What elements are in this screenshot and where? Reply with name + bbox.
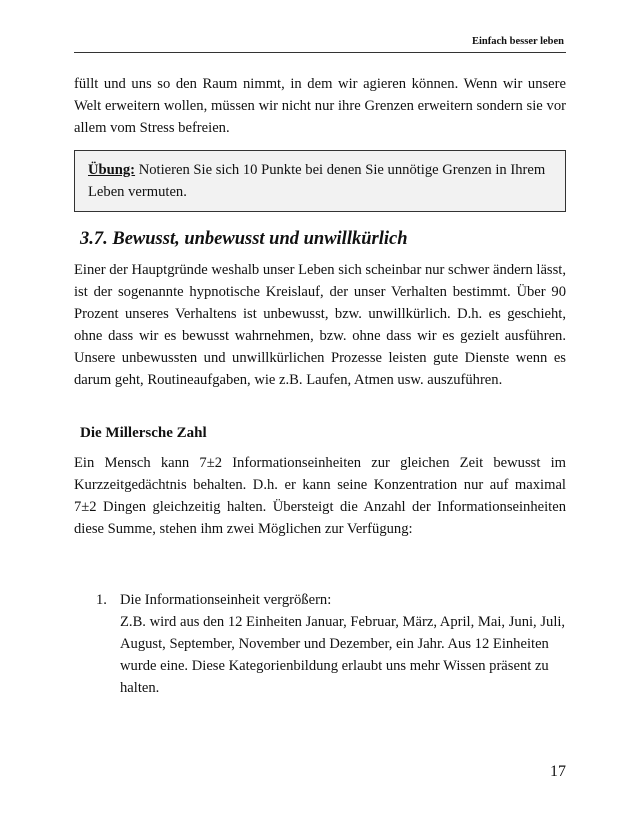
exercise-body: Notieren Sie sich 10 Punkte bei denen Sie unnötige Grenzen in Ihrem Leben vermuten. (88, 162, 546, 200)
exercise-text (88, 159, 558, 203)
section-heading: 3.7. Bewusst, unbewusst und unwillkürlich (80, 229, 408, 249)
running-header (74, 36, 566, 53)
exercise-label: Übung: (88, 162, 136, 178)
list-item-text: Die Informationseinheit vergrößern: Z.B. wird aus den 12 Einheiten Januar, Februar, März, April, Mai, Juni, Juli, August, September, November und Dezember, ein Jahr. Aus 12 Einheiten wurde eine. Diese Kategorienbildung erlaubt uns mehr Wissen präsent zu halten. (120, 592, 566, 696)
exercise-box (74, 150, 566, 212)
header-title: Einfach besser leben (472, 36, 564, 47)
subheading: Die Millersche Zahl (80, 425, 207, 441)
miller-paragraph: Ein Mensch kann 7±2 Informationseinheiten zur gleichen Zeit bewusst im Kurzzeitgedächtnis behalten. D.h. er kann seine Konzentration nur auf maximal 7±2 Dingen gleichzeitig halten. Übersteigt die Anzahl der Informationseinheiten diese Summe, stehen ihm zwei Möglichen zur Verfügung: (74, 455, 566, 537)
page-number: 17 (550, 763, 566, 780)
intro-paragraph: füllt und uns so den Raum nimmt, in dem wir agieren können. Wenn wir unsere Welt erweitern wollen, müssen wir nicht nur ihre Grenzen erweitern sondern sie vor allem vom Stress befreien. (74, 76, 566, 136)
list-item-number: 1. (96, 592, 107, 608)
body-paragraph: Einer der Hauptgründe weshalb unser Leben sich scheinbar nur schwer ändern lässt, ist der sogenannte hypnotische Kreislauf, der unser Verhalten bestimmt. Über 90 Prozent unseres Verhaltens ist unbewusst, bzw. unwillkürlich. D.h. es geschieht, ohne dass wir es bewusst wahrnehmen, bzw. ohne dass wir es gezielt ausführen. Unsere unbewussten und unwillkürlichen Prozesse leisten gute Dienste wenn es darum geht, Routineaufgaben, wie z.B. Laufen, Atmen usw. auszuführen. (74, 262, 566, 388)
